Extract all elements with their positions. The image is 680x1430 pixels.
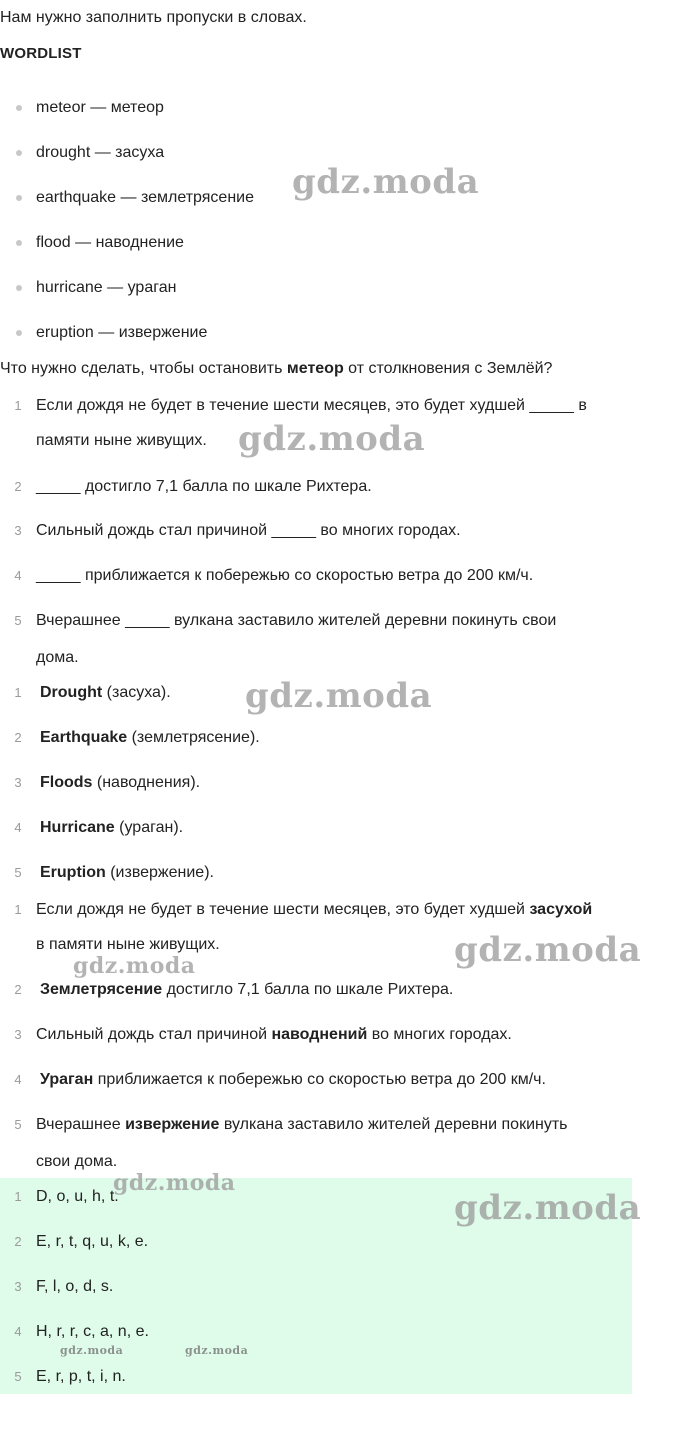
wordlist-item: earthquake — землетрясение: [36, 189, 254, 206]
question-text: [0, 359, 552, 379]
blank-item-1-line-2: памяти ныне живущих.: [36, 432, 207, 449]
list-number: 5: [14, 865, 22, 880]
bullet-icon: [16, 150, 22, 156]
list-number: 5: [14, 613, 22, 628]
list-number: 3: [14, 1279, 22, 1294]
intro-text: Нам нужно заполнить пропуски в словах.: [0, 9, 307, 26]
answer-gloss: (наводнения).: [92, 774, 201, 791]
question-bold: метеор: [286, 360, 344, 377]
list-number: 4: [14, 568, 22, 583]
question-before: Что нужно сделать, чтобы остановить: [0, 360, 287, 377]
watermark-logo: gdz.moda: [73, 953, 196, 979]
list-number: 1: [14, 398, 22, 413]
filled-item-5-line-1: [36, 1115, 568, 1135]
list-number: 2: [14, 982, 22, 997]
list-number: 1: [14, 1189, 22, 1204]
filled-after: достигло 7,1 балла по шкале Рихтера.: [162, 981, 454, 998]
answer-item: [40, 728, 260, 748]
filled-bold: извержение: [125, 1116, 220, 1133]
filled-bold: Землетрясение: [40, 981, 163, 998]
filled-item-1-line-2: в памяти ныне живущих.: [36, 936, 220, 953]
answer-gloss: (извержение).: [105, 864, 214, 881]
watermark-logo: gdz.moda: [238, 419, 426, 459]
blank-item-2: _____ достигло 7,1 балла по шкале Рихтера.: [36, 478, 372, 495]
blank-item-4: _____ приближается к побережью со скоростью ветра до 200 км/ч.: [36, 567, 534, 584]
filled-before: Вчерашнее: [36, 1116, 126, 1133]
list-number: 3: [14, 1027, 22, 1042]
list-number: 1: [14, 902, 22, 917]
list-number: 4: [14, 820, 22, 835]
list-number: 4: [14, 1072, 22, 1087]
answer-gloss: (землетрясение).: [127, 729, 260, 746]
list-number: 1: [14, 685, 22, 700]
answer-gloss: (ураган).: [114, 819, 184, 836]
answer-item: [40, 773, 200, 793]
answer-item: [40, 863, 214, 883]
wordlist-item: drought — засуха: [36, 144, 165, 161]
watermark-logo: gdz.moda: [185, 1344, 249, 1357]
list-number: 3: [14, 523, 22, 538]
list-number: 5: [14, 1369, 22, 1384]
list-number: 2: [14, 479, 22, 494]
bullet-icon: [16, 105, 22, 111]
filled-item-3: [36, 1025, 512, 1045]
letters-item: D, o, u, h, t.: [36, 1188, 119, 1205]
answer-item: [40, 818, 183, 838]
filled-after: приближается к побережью со скоростью ветра до 200 км/ч.: [93, 1071, 546, 1088]
filled-bold: Ураган: [40, 1071, 94, 1088]
watermark-logo: gdz.moda: [454, 1188, 642, 1228]
bullet-icon: [16, 285, 22, 291]
watermark-logo: gdz.moda: [245, 676, 433, 716]
filled-item-2: [40, 980, 453, 1000]
answer-word: Earthquake: [40, 729, 128, 746]
filled-after: во многих городах.: [367, 1026, 512, 1043]
list-number: 3: [14, 775, 22, 790]
filled-bold: наводнений: [271, 1026, 368, 1043]
list-number: 4: [14, 1324, 22, 1339]
filled-item-4: [40, 1070, 546, 1090]
answer-word: Hurricane: [40, 819, 115, 836]
watermark-logo: gdz.moda: [60, 1344, 124, 1357]
bullet-icon: [16, 240, 22, 246]
answer-word: Floods: [40, 774, 93, 791]
answer-item: [40, 683, 171, 703]
wordlist-item: meteor — метеор: [36, 99, 164, 116]
filled-before: Сильный дождь стал причиной: [36, 1026, 272, 1043]
list-number: 5: [14, 1117, 22, 1132]
wordlist-item: hurricane — ураган: [36, 279, 177, 296]
bullet-icon: [16, 195, 22, 201]
watermark-logo: gdz.moda: [292, 162, 480, 202]
answer-word: Eruption: [40, 864, 106, 881]
filled-item-1-line-1: [36, 900, 592, 920]
list-number: 2: [14, 730, 22, 745]
answer-gloss: (засуха).: [102, 684, 171, 701]
filled-before: Если дождя не будет в течение шести месяцев, это будет худшей: [36, 901, 530, 918]
letters-item: E, r, t, q, u, k, e.: [36, 1233, 149, 1250]
watermark-logo: gdz.moda: [113, 1170, 236, 1196]
question-after: от столкновения с Землёй?: [343, 360, 553, 377]
answer-word: Drought: [40, 684, 103, 701]
letters-item: H, r, r, c, a, n, e.: [36, 1323, 149, 1340]
watermark-logo: gdz.moda: [454, 930, 642, 970]
letters-item: E, r, p, t, i, n.: [36, 1368, 126, 1385]
wordlist-item: eruption — извержение: [36, 324, 208, 341]
filled-bold: засухой: [529, 901, 593, 918]
blank-item-1-line-1: Если дождя не будет в течение шести месяцев, это будет худшей _____ в: [36, 397, 587, 414]
letters-item: F, l, o, d, s.: [36, 1278, 114, 1295]
blank-item-5-line-1: Вчерашнее _____ вулкана заставило жителей деревни покинуть свои: [36, 612, 557, 629]
wordlist-heading: WORDLIST: [0, 45, 82, 62]
wordlist-item: flood — наводнение: [36, 234, 184, 251]
list-number: 2: [14, 1234, 22, 1249]
filled-item-5-line-2: свои дома.: [36, 1153, 118, 1170]
bullet-icon: [16, 330, 22, 336]
blank-item-5-line-2: дома.: [36, 649, 79, 666]
blank-item-3: Сильный дождь стал причиной _____ во многих городах.: [36, 522, 461, 539]
filled-after: вулкана заставило жителей деревни покинуть: [219, 1116, 568, 1133]
